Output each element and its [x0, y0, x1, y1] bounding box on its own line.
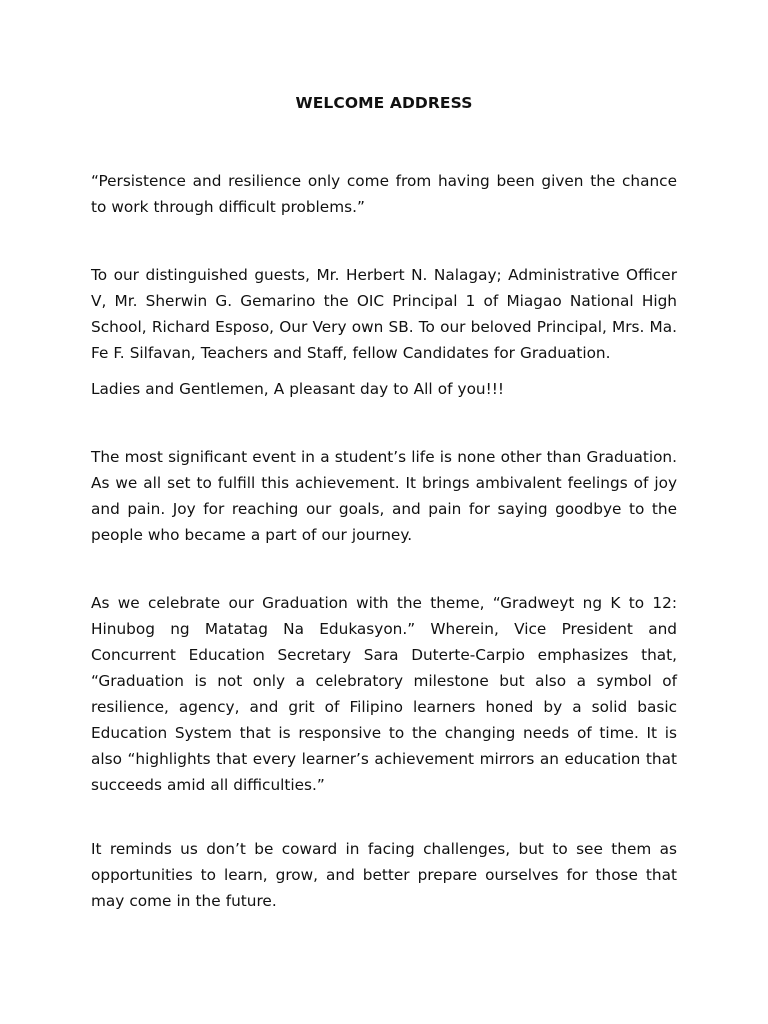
greeting-guests-paragraph: To our distinguished guests, Mr. Herbert N. Nalagay; Administrative Officer V, Mr. Sherwin G. Gemarino the OIC Principal 1 of Miagao National High School, Richard Esposo, Our Very own SB. To our beloved Principal, Mrs. Ma. Fe F. Silfavan, Teachers and Staff, fellow Candidates for Graduation.	[91, 266, 677, 362]
graduation-theme-paragraph: As we celebrate our Graduation with the theme, “Gradweyt ng K to 12: Hinubog ng Matatag Na Edukasyon.” Wherein, Vice President and Concurrent Education Secretary Sara Duterte-Carpio emphasizes that, “Graduation is not only a celebratory milestone but also a symbol of resilience, agency, and grit of Filipino learners honed by a solid basic Education System that is responsive to the changing needs of time. It is also “highlights that every learner’s achievement mirrors an education that succeeds amid all difficulties.”	[91, 594, 677, 794]
reminder-paragraph: It reminds us don’t be coward in facing challenges, but to see them as opportunities to learn, grow, and better prepare ourselves for those that may come in the future.	[91, 840, 677, 910]
ladies-gentlemen-paragraph: Ladies and Gentlemen, A pleasant day to All of you!!!	[91, 380, 505, 398]
document-title: WELCOME ADDRESS	[295, 94, 473, 112]
opening-quote-paragraph: “Persistence and resilience only come from having been given the chance to work through difficult problems.”	[91, 172, 677, 216]
significant-event-paragraph: The most significant event in a student’s life is none other than Graduation. As we all set to fulfill this achievement. It brings ambivalent feelings of joy and pain. Joy for reaching our goals, and pain for saying goodbye to the people who became a part of our journey.	[91, 448, 677, 544]
